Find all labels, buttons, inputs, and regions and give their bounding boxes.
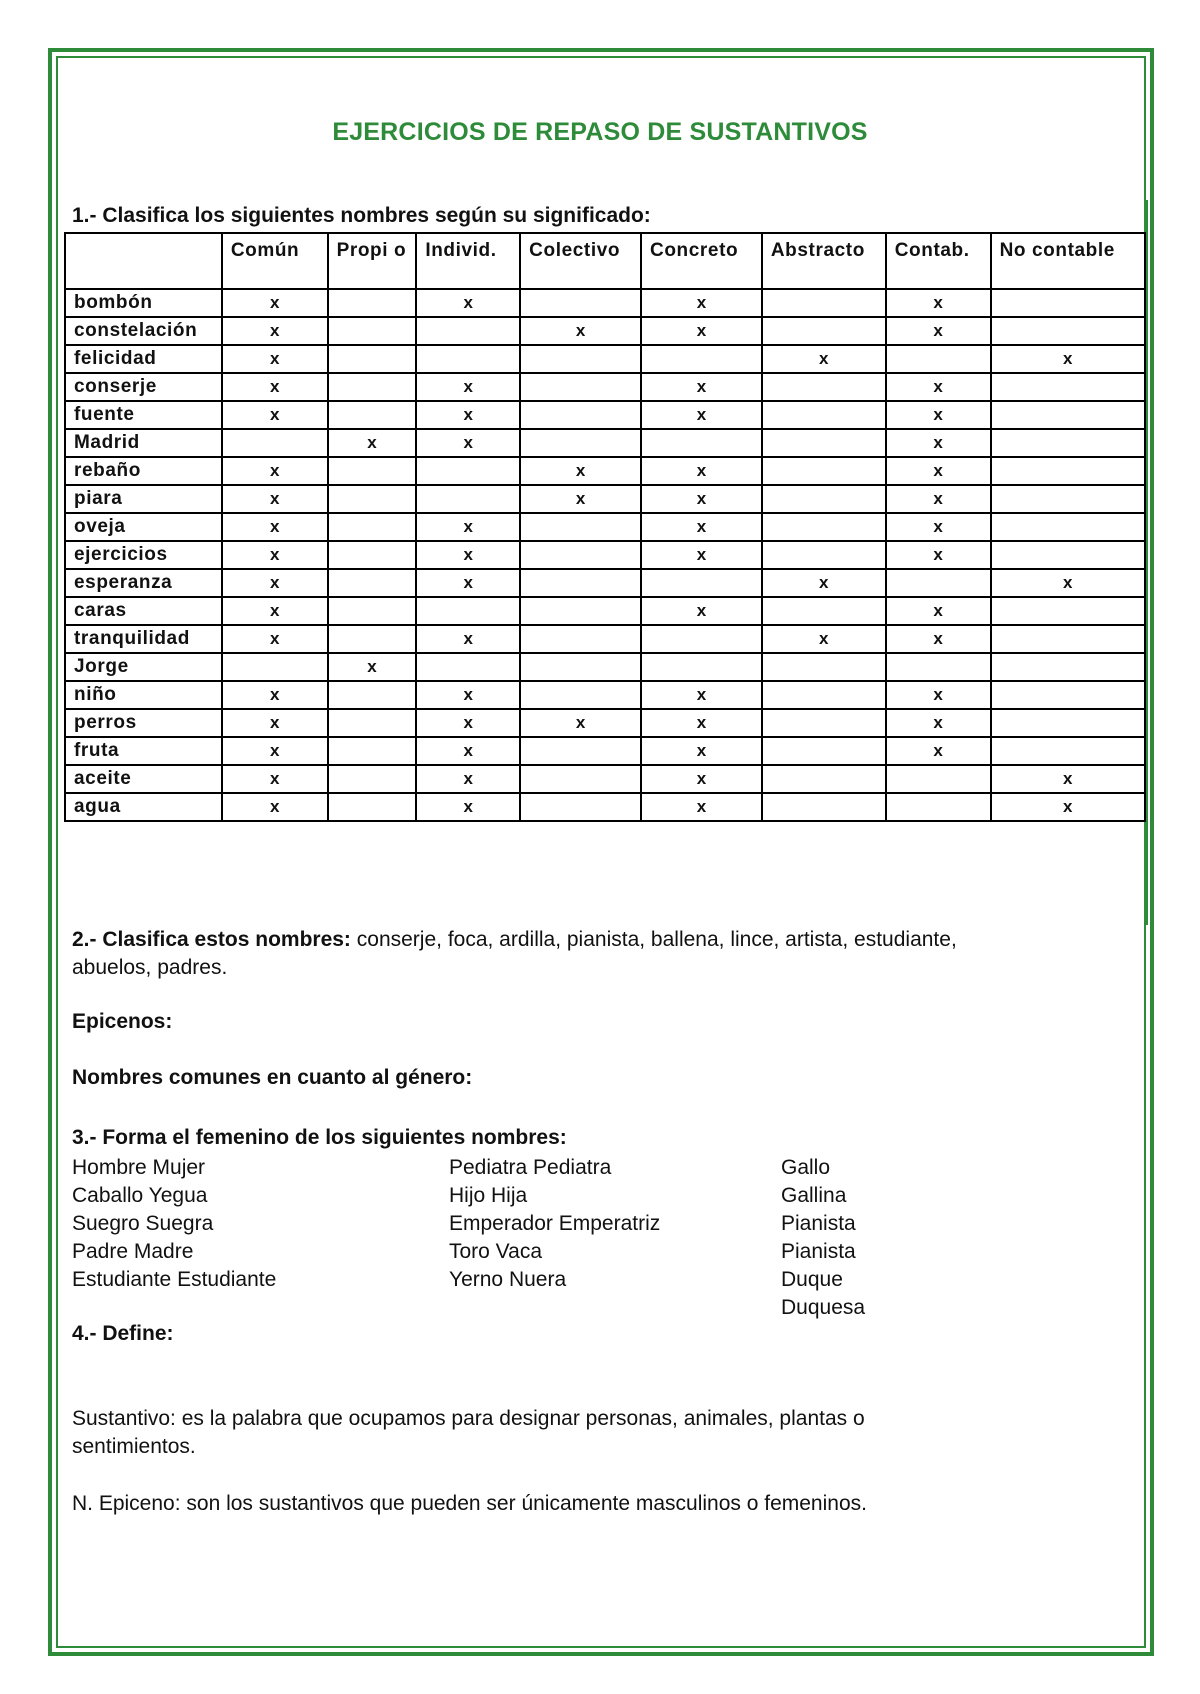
mark-cell: x [222,793,328,821]
mark-cell [328,709,417,737]
noun-cell: bombón [65,289,222,317]
mark-cell: x [416,625,520,653]
mark-cell: x [520,457,641,485]
definition-sustantivo-line-1: Sustantivo: es la palabra que ocupamos para designar personas, animales, plantas o [72,1407,865,1430]
comunes-genero-label: Nombres comunes en cuanto al género: [72,1066,473,1089]
mark-cell: x [416,737,520,765]
mark-cell: x [222,513,328,541]
mark-cell [762,513,886,541]
question-2 [72,926,957,982]
mark-cell [991,597,1145,625]
mark-cell: x [641,457,762,485]
mark-cell: x [222,289,328,317]
mark-cell [762,737,886,765]
mark-cell: x [641,737,762,765]
mark-cell: x [416,569,520,597]
mark-cell: x [886,457,991,485]
mark-cell [328,597,417,625]
mark-cell [520,793,641,821]
mark-cell: x [991,569,1145,597]
table-row [65,345,1145,373]
table-row [65,457,1145,485]
noun-cell: esperanza [65,569,222,597]
mark-cell [416,485,520,513]
mark-cell: x [222,401,328,429]
mark-cell: x [641,513,762,541]
feminine-pair: Estudiante Estudiante [72,1268,277,1291]
mark-cell: x [886,513,991,541]
mark-cell [762,457,886,485]
page-title: EJERCICIOS DE REPASO DE SUSTANTIVOS [332,118,868,146]
table-row [65,317,1145,345]
noun-cell: aceite [65,765,222,793]
mark-cell [520,541,641,569]
mark-cell: x [520,485,641,513]
table-row [65,485,1145,513]
table-row [65,653,1145,681]
noun-cell: fuente [65,401,222,429]
mark-cell: x [641,709,762,737]
mark-cell: x [886,541,991,569]
mark-cell: x [641,765,762,793]
mark-cell [222,429,328,457]
mark-cell [991,317,1145,345]
mark-cell: x [222,541,328,569]
mark-cell [991,401,1145,429]
mark-cell: x [222,569,328,597]
mark-cell: x [641,541,762,569]
mark-cell: x [641,485,762,513]
mark-cell: x [416,541,520,569]
mark-cell [641,429,762,457]
mark-cell: x [222,709,328,737]
feminine-pair: Suegro Suegra [72,1212,214,1235]
mark-cell [328,625,417,653]
table-header-row [65,233,1145,289]
feminine-pair: Hijo Hija [449,1184,528,1207]
mark-cell [886,345,991,373]
mark-cell [886,569,991,597]
mark-cell [991,513,1145,541]
table-row [65,709,1145,737]
feminine-pair: Hombre Mujer [72,1156,206,1179]
feminine-column-1 [72,1154,276,1294]
mark-cell [991,737,1145,765]
mark-cell [328,793,417,821]
definition-sustantivo [72,1405,865,1461]
mark-cell: x [328,653,417,681]
feminine-pair: Yerno Nuera [449,1268,567,1291]
mark-cell: x [886,681,991,709]
mark-cell: x [641,401,762,429]
mark-cell: x [641,793,762,821]
noun-cell: oveja [65,513,222,541]
mark-cell [222,653,328,681]
mark-cell [416,457,520,485]
table-row [65,401,1145,429]
mark-cell [762,597,886,625]
mark-cell: x [991,345,1145,373]
mark-cell [886,653,991,681]
mark-cell: x [886,597,991,625]
mark-cell [762,485,886,513]
table-header-cell: Contab. [886,233,991,289]
mark-cell [991,485,1145,513]
mark-cell [762,653,886,681]
mark-cell: x [886,625,991,653]
question-2-text-continued: abuelos, padres. [72,956,228,979]
mark-cell [416,345,520,373]
mark-cell [991,681,1145,709]
mark-cell: x [416,681,520,709]
mark-cell: x [416,429,520,457]
mark-cell [328,485,417,513]
mark-cell: x [416,373,520,401]
mark-cell: x [641,289,762,317]
mark-cell: x [886,485,991,513]
mark-cell [991,289,1145,317]
feminine-word: Gallo [781,1156,831,1179]
noun-cell: felicidad [65,345,222,373]
noun-cell: niño [65,681,222,709]
mark-cell [328,289,417,317]
mark-cell: x [328,429,417,457]
table-header-cell: Colectivo [520,233,641,289]
mark-cell: x [416,513,520,541]
mark-cell [520,569,641,597]
mark-cell [641,653,762,681]
mark-cell [520,401,641,429]
mark-cell: x [886,289,991,317]
table-row [65,765,1145,793]
noun-cell: agua [65,793,222,821]
mark-cell: x [416,289,520,317]
mark-cell [886,765,991,793]
mark-cell [520,653,641,681]
question-1-heading: 1.- Clasifica los siguientes nombres según su significado: [72,204,651,227]
mark-cell [416,653,520,681]
question-2-text: conserje, foca, ardilla, pianista, ballena, lince, artista, estudiante, [350,928,957,951]
mark-cell: x [416,401,520,429]
mark-cell [328,569,417,597]
mark-cell [762,401,886,429]
mark-cell: x [641,681,762,709]
table-row [65,793,1145,821]
mark-cell: x [222,597,328,625]
mark-cell [328,317,417,345]
table-header-cell: No contable [991,233,1145,289]
mark-cell: x [222,485,328,513]
mark-cell [991,429,1145,457]
mark-cell: x [886,429,991,457]
mark-cell: x [222,317,328,345]
mark-cell: x [222,625,328,653]
mark-cell [641,345,762,373]
noun-cell: conserje [65,373,222,401]
table-row [65,373,1145,401]
mark-cell [762,541,886,569]
mark-cell: x [520,709,641,737]
mark-cell: x [222,457,328,485]
mark-cell: x [886,373,991,401]
mark-cell [762,317,886,345]
mark-cell [328,765,417,793]
feminine-word: Pianista [781,1212,856,1235]
mark-cell: x [886,401,991,429]
mark-cell: x [886,709,991,737]
mark-cell [520,373,641,401]
table-header-cell: Abstracto [762,233,886,289]
noun-cell: perros [65,709,222,737]
mark-cell [991,625,1145,653]
mark-cell: x [416,765,520,793]
mark-cell: x [886,317,991,345]
mark-cell [328,373,417,401]
mark-cell: x [222,737,328,765]
question-2-heading: 2.- Clasifica estos nombres: [72,928,351,951]
mark-cell [991,373,1145,401]
mark-cell [762,709,886,737]
mark-cell [762,681,886,709]
question-3-heading: 3.- Forma el femenino de los siguientes nombres: [72,1126,567,1149]
mark-cell [520,681,641,709]
mark-cell: x [222,345,328,373]
mark-cell: x [886,737,991,765]
table-header-cell: Propi o [328,233,417,289]
mark-cell [520,429,641,457]
mark-cell [762,793,886,821]
epicenos-label: Epicenos: [72,1010,173,1033]
table-header-cell: Individ. [416,233,520,289]
mark-cell [520,513,641,541]
noun-cell: piara [65,485,222,513]
mark-cell [520,597,641,625]
mark-cell [328,681,417,709]
mark-cell: x [762,625,886,653]
feminine-word: Gallina [781,1184,847,1207]
mark-cell [762,429,886,457]
mark-cell [641,625,762,653]
feminine-word: Pianista [781,1240,856,1263]
mark-cell: x [762,569,886,597]
mark-cell: x [991,793,1145,821]
noun-cell: fruta [65,737,222,765]
mark-cell [328,401,417,429]
table-row [65,429,1145,457]
feminine-pair: Toro Vaca [449,1240,542,1263]
mark-cell [991,457,1145,485]
classification-table [64,232,1146,822]
mark-cell [762,373,886,401]
mark-cell: x [520,317,641,345]
table-header-cell: Concreto [641,233,762,289]
feminine-column-2 [449,1154,660,1294]
mark-cell [520,345,641,373]
mark-cell: x [641,373,762,401]
mark-cell [991,541,1145,569]
mark-cell [762,289,886,317]
mark-cell: x [416,793,520,821]
feminine-pair: Emperador Emperatriz [449,1212,661,1235]
mark-cell [328,541,417,569]
table-row [65,681,1145,709]
noun-cell: constelación [65,317,222,345]
mark-cell [641,569,762,597]
feminine-pair: Caballo Yegua [72,1184,208,1207]
mark-cell: x [991,765,1145,793]
feminine-column-3 [781,1154,865,1322]
noun-cell: Madrid [65,429,222,457]
noun-cell: tranquilidad [65,625,222,653]
noun-cell: ejercicios [65,541,222,569]
mark-cell [991,709,1145,737]
mark-cell [520,737,641,765]
table-row [65,597,1145,625]
definition-epiceno: N. Epiceno: son los sustantivos que pueden ser únicamente masculinos o femeninos. [72,1492,867,1515]
definition-sustantivo-line-2: sentimientos. [72,1435,196,1458]
table-row [65,737,1145,765]
table-header-cell: Común [222,233,328,289]
mark-cell [416,317,520,345]
mark-cell: x [222,765,328,793]
table-row [65,569,1145,597]
feminine-pair: Padre Madre [72,1240,194,1263]
mark-cell: x [641,317,762,345]
feminine-pair: Pediatra Pediatra [449,1156,612,1179]
noun-cell: Jorge [65,653,222,681]
feminine-word: Duque [781,1268,843,1291]
mark-cell [991,653,1145,681]
mark-cell [520,625,641,653]
mark-cell: x [416,709,520,737]
mark-cell [416,597,520,625]
table-row [65,289,1145,317]
mark-cell [328,345,417,373]
mark-cell [520,289,641,317]
table-row [65,541,1145,569]
mark-cell [328,513,417,541]
feminine-word: Duquesa [781,1296,866,1319]
mark-cell [520,765,641,793]
mark-cell [328,737,417,765]
table-row [65,513,1145,541]
noun-cell: rebaño [65,457,222,485]
mark-cell [328,457,417,485]
mark-cell: x [762,345,886,373]
noun-cell: caras [65,597,222,625]
mark-cell [886,793,991,821]
table-header-cell [65,233,222,289]
mark-cell: x [222,373,328,401]
mark-cell: x [222,681,328,709]
question-4-heading: 4.- Define: [72,1322,174,1345]
mark-cell [762,765,886,793]
mark-cell: x [641,597,762,625]
table-row [65,625,1145,653]
